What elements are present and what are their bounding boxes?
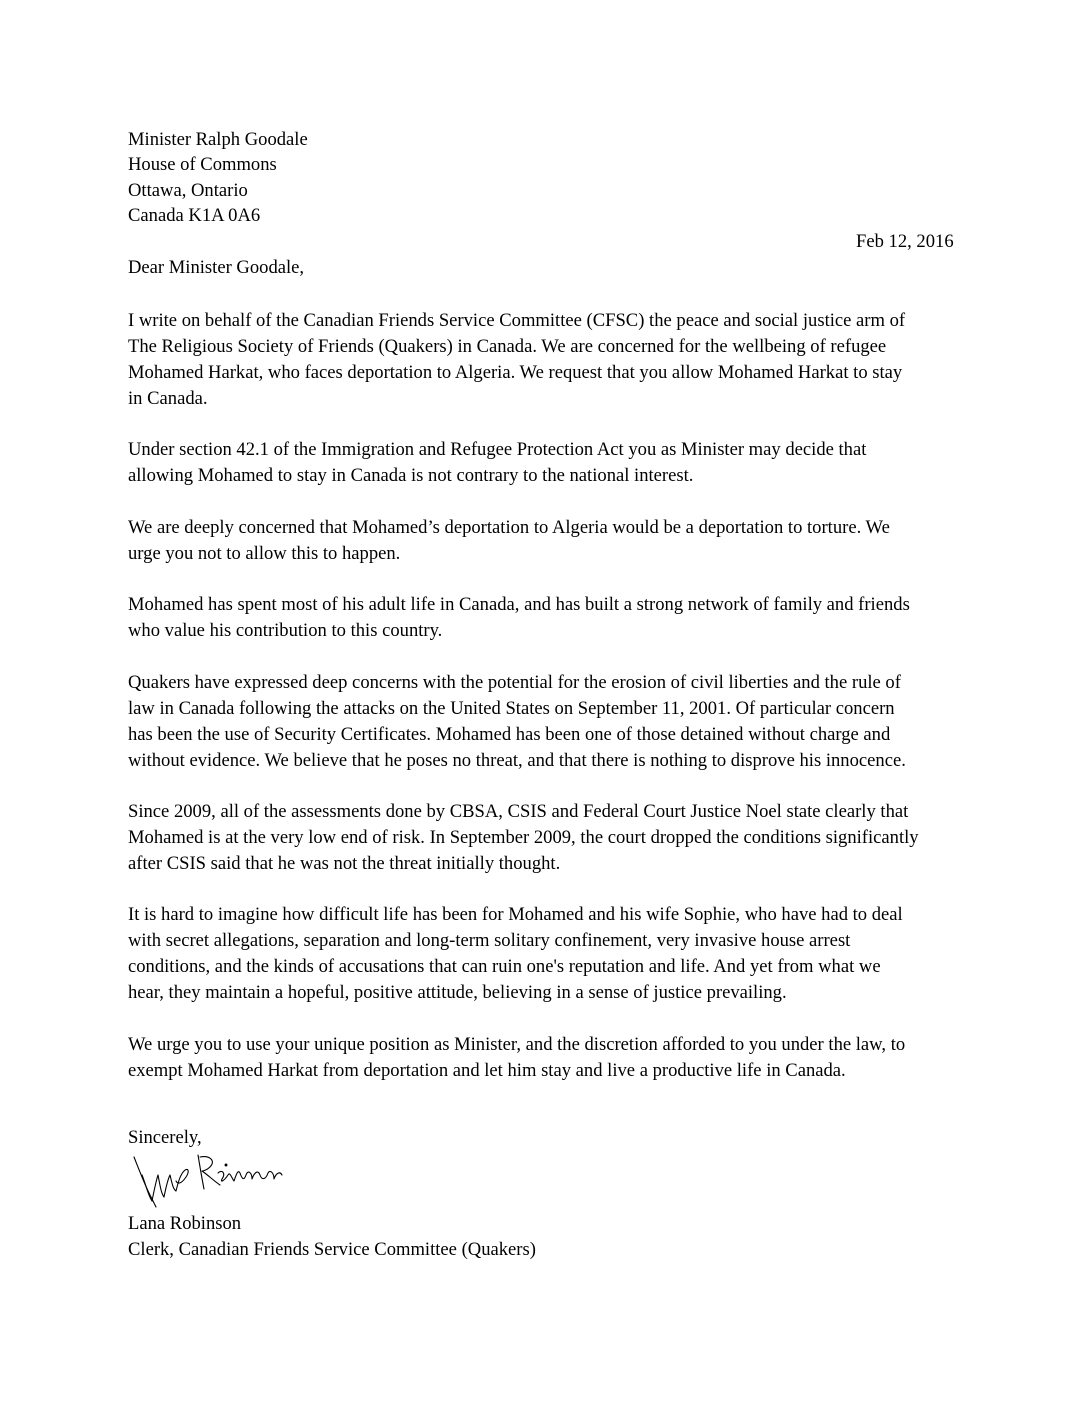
paragraph-line: It is hard to imagine how difficult life has been for Mohamed and his wife Sophie, who have had to deal [128,904,903,925]
signature-icon [128,1145,288,1215]
recipient-org: House of Commons [128,154,277,176]
paragraph-line: We urge you to use your unique position as Minister, and the discretion afforded to you under the law, to [128,1034,906,1055]
paragraph-line: I write on behalf of the Canadian Friends Service Committee (CFSC) the peace and social justice arm of [128,310,906,331]
paragraph-3 [128,515,968,567]
signer-name: Lana Robinson [128,1213,242,1234]
paragraph-1 [128,308,968,412]
paragraph-2 [128,437,968,489]
paragraph-line: Mohamed is at the very low end of risk. In September 2009, the court dropped the conditions significantly [128,827,919,848]
letter-date: Feb 12, 2016 [856,231,954,252]
paragraph-line: The Religious Society of Friends (Quakers) in Canada. We are concerned for the wellbeing of refugee [128,336,887,357]
paragraph-line: allowing Mohamed to stay in Canada is not contrary to the national interest. [128,465,694,486]
paragraph-line: Mohamed has spent most of his adult life in Canada, and has built a strong network of family and friends [128,594,910,615]
paragraph-line: without evidence. We believe that he poses no threat, and that there is nothing to disprove his innocence. [128,750,906,771]
paragraph-line: We are deeply concerned that Mohamed’s deportation to Algeria would be a deportation to torture. We [128,517,890,538]
paragraph-line: Quakers have expressed deep concerns with the potential for the erosion of civil liberties and the rule of [128,672,901,693]
closing: Sincerely, [128,1127,202,1148]
paragraph-line: who value his contribution to this country. [128,620,443,641]
paragraph-line: hear, they maintain a hopeful, positive attitude, believing in a sense of justice prevailing. [128,982,787,1003]
recipient-address [128,127,308,228]
paragraph-7 [128,902,968,1006]
paragraph-line: exempt Mohamed Harkat from deportation and let him stay and live a productive life in Canada. [128,1060,846,1081]
paragraph-line: Mohamed Harkat, who faces deportation to Algeria. We request that you allow Mohamed Harkat to stay [128,362,903,383]
paragraph-line: law in Canada following the attacks on the United States on September 11, 2001. Of particular concern [128,698,895,719]
paragraph-8 [128,1032,968,1084]
recipient-city: Ottawa, Ontario [128,179,248,201]
signer-title: Clerk, Canadian Friends Service Committee (Quakers) [128,1239,536,1260]
paragraph-5 [128,670,968,774]
paragraph-line: has been the use of Security Certificates. Mohamed has been one of those detained without charge and [128,724,891,745]
paragraph-6 [128,799,968,877]
paragraph-line: Under section 42.1 of the Immigration and Refugee Protection Act you as Minister may decide that [128,439,867,460]
paragraph-line: after CSIS said that he was not the threat initially thought. [128,853,561,874]
paragraph-line: in Canada. [128,388,208,409]
paragraph-4 [128,592,968,644]
recipient-country-postal: Canada K1A 0A6 [128,204,261,226]
paragraph-line: Since 2009, all of the assessments done by CBSA, CSIS and Federal Court Justice Noel state clearly that [128,801,909,822]
paragraph-line: with secret allegations, separation and long-term solitary confinement, very invasive house arrest [128,930,851,951]
recipient-name: Minister Ralph Goodale [128,129,308,150]
salutation: Dear Minister Goodale, [128,257,305,278]
paragraph-line: conditions, and the kinds of accusations that can ruin one's reputation and life. And yet from what we [128,956,881,977]
paragraph-line: urge you not to allow this to happen. [128,543,401,564]
